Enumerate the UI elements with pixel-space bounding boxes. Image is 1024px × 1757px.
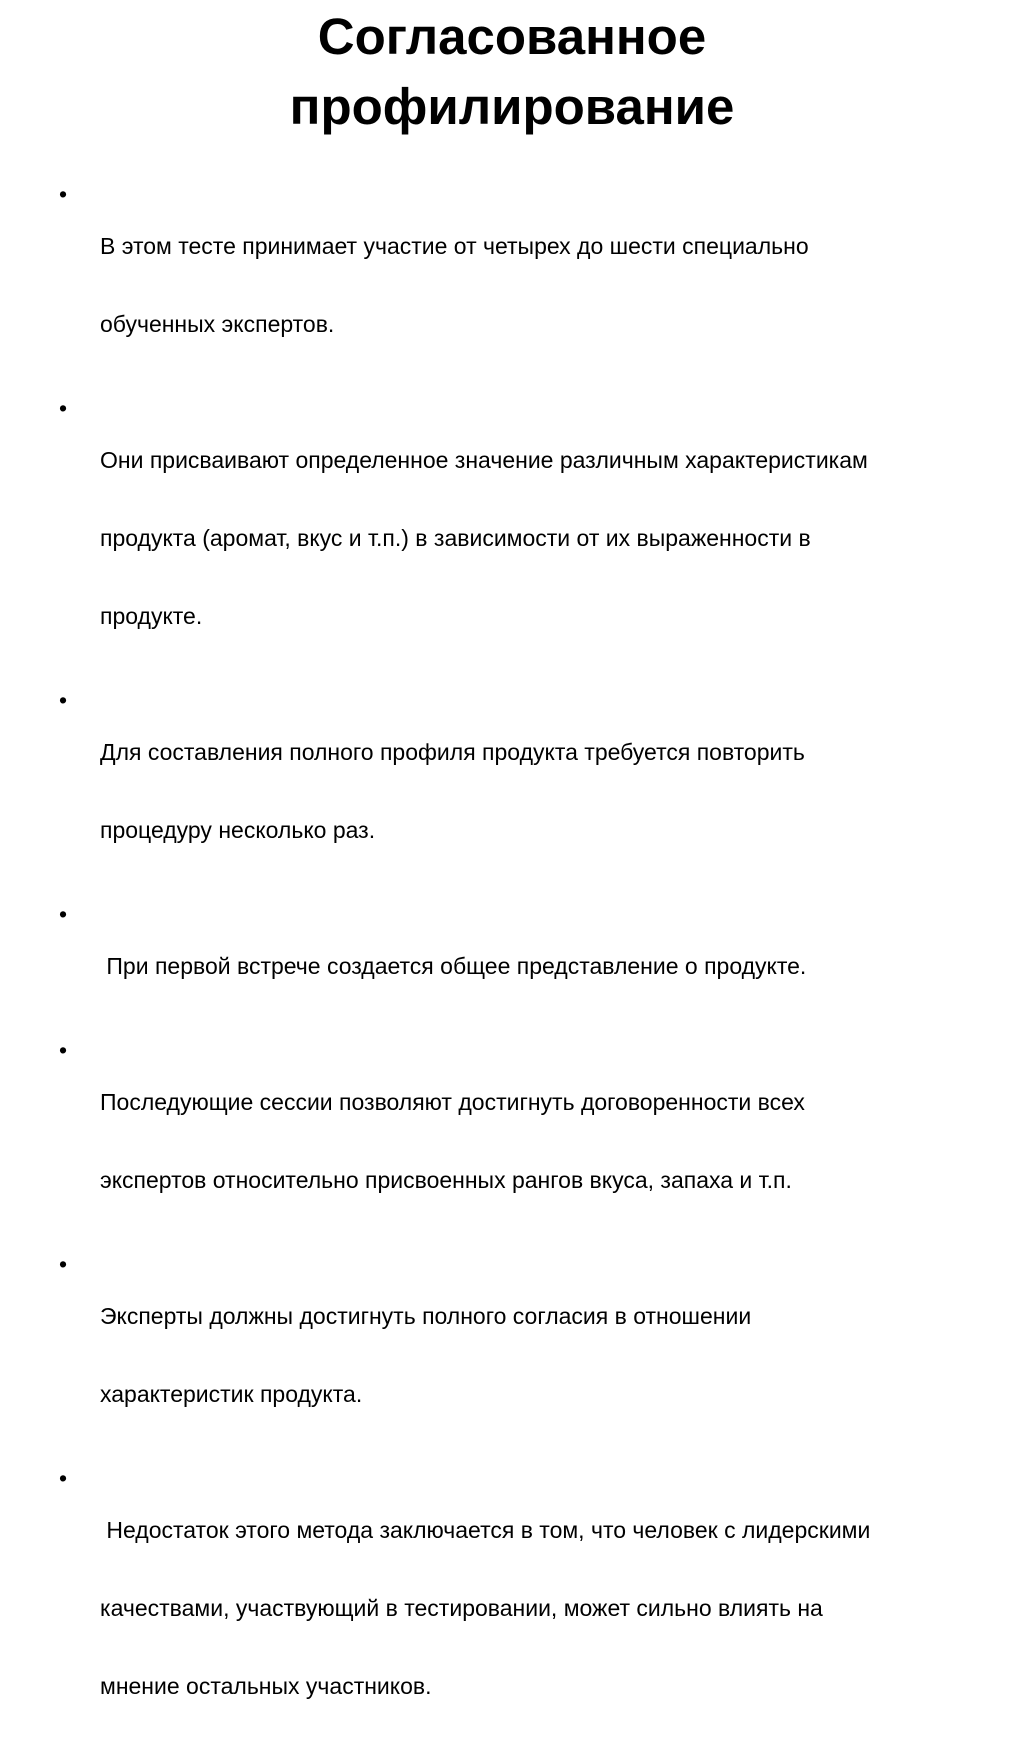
list-item-text [100, 1063, 984, 1245]
list-item-line: Они присваивают определенное значение различным характеристикам [100, 447, 868, 473]
list-item [0, 1037, 1024, 1245]
list-item [0, 395, 1024, 681]
list-item-line: При первой встрече создается общее представление о продукте. [100, 953, 807, 979]
list-item [0, 687, 1024, 895]
bullet-icon: • [59, 181, 68, 207]
bullet-icon: • [59, 901, 68, 927]
list-item-line: Эксперты должны достигнуть полного согласия в отношении [100, 1303, 752, 1329]
bullet-icon: • [59, 687, 68, 713]
list-item-text [100, 1277, 984, 1459]
list-item [0, 1465, 1024, 1751]
list-item-text [100, 421, 984, 681]
list-item-line: процедуру несколько раз. [100, 817, 376, 843]
list-item-line: продукте. [100, 603, 203, 629]
list-item-text [100, 207, 984, 389]
list-item-line: Последующие сессии позволяют достигнуть договоренности всех [100, 1089, 805, 1115]
slide-title [0, 2, 1024, 142]
list-item [0, 181, 1024, 389]
list-item [0, 901, 1024, 1031]
list-item-text [100, 1491, 984, 1751]
list-item-line: мнение остальных участников. [100, 1673, 432, 1699]
bullet-icon: • [59, 1251, 68, 1277]
list-item-line: характеристик продукта. [100, 1381, 363, 1407]
list-item-line: В этом тесте принимает участие от четырех до шести специально [100, 233, 809, 259]
bullet-icon: • [59, 1465, 68, 1491]
list-item-line: продукта (аромат, вкус и т.п.) в зависимости от их выраженности в [100, 525, 811, 551]
list-item-text [100, 927, 984, 1031]
bullet-icon: • [59, 395, 68, 421]
list-item-line: обученных экспертов. [100, 311, 335, 337]
slide-title-line-2: профилирование [289, 78, 735, 135]
list-item-line: экспертов относительно присвоенных рангов вкуса, запаха и т.п. [100, 1167, 792, 1193]
slide-title-line-1: Согласованное [317, 8, 707, 65]
list-item-line: Недостаток этого метода заключается в том, что человек с лидерскими [100, 1517, 871, 1543]
list-item [0, 1251, 1024, 1459]
list-item-line: качествами, участвующий в тестировании, может сильно влиять на [100, 1595, 823, 1621]
list-item-text [100, 713, 984, 895]
bullet-list [0, 181, 1024, 1757]
bullet-icon: • [59, 1037, 68, 1063]
list-item-line: Для составления полного профиля продукта требуется повторить [100, 739, 805, 765]
